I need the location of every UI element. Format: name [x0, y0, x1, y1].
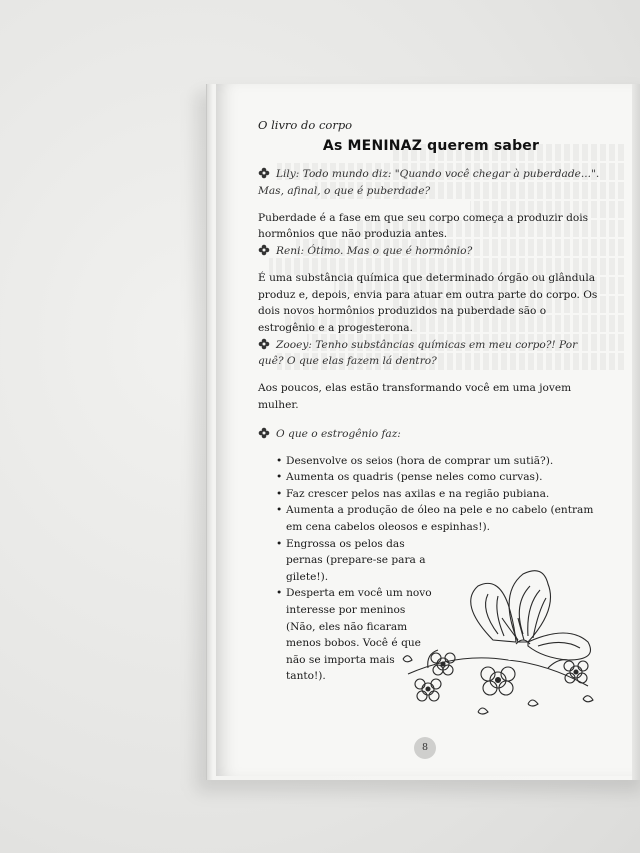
- question: Lily: Todo mundo diz: "Quando você chegar à puberdade...". Mas, afinal, o que é puberdade?: [258, 168, 600, 197]
- book-page: [216, 84, 640, 776]
- estrogen-heading: O que o estrogênio faz:: [258, 426, 602, 443]
- flower-icon: [258, 244, 270, 256]
- qa-block: [258, 243, 602, 337]
- list-item: • Engrossa os pelos das pernas (prepare-se para a gilete!).: [286, 536, 436, 586]
- list-item: • Desenvolve os seios (hora de comprar um sutiã?).: [286, 453, 602, 470]
- page-number: 8: [414, 737, 436, 759]
- running-head: O livro do corpo: [258, 118, 353, 132]
- answer: Aos poucos, elas estão transformando você em uma jovem mulher.: [258, 382, 572, 411]
- qa-block: [258, 337, 602, 414]
- question: Reni: Ótimo. Mas o que é hormônio?: [258, 243, 602, 260]
- answer: É uma substância química que determinado órgão ou glândula produz e, depois, envia para atuar em outra parte do corpo. Os dois novos hormônios produzidos na puberdade são o estrogênio e a progesterona.: [258, 272, 598, 334]
- list-item: • Aumenta os quadris (pense neles como curvas).: [286, 469, 602, 486]
- flower-icon: [258, 427, 270, 439]
- list-item: • Faz crescer pelos nas axilas e na região pubiana.: [286, 486, 602, 503]
- page-title: As MENINAZ querem saber: [322, 138, 540, 154]
- qa-block: [258, 166, 602, 243]
- list-item: • Desperta em você um novo interesse por meninos (Não, eles não ficaram menos bobos. Você é que não se importa mais tanto!).: [286, 585, 436, 685]
- list-item: • Aumenta a produção de óleo na pele e no cabelo (entram em cena cabelos oleosos e espinhas!).: [286, 502, 602, 535]
- flower-icon: [258, 338, 270, 350]
- question: Zooey: Tenho substâncias químicas em meu corpo?! Por quê? O que elas fazem lá dentro?: [258, 338, 578, 368]
- flower-icon: [258, 167, 270, 179]
- page-edge: [632, 84, 640, 780]
- butterfly-illustration: [398, 564, 608, 724]
- answer: Puberdade é a fase em que seu corpo começa a produzir dois hormônios que não produzia antes.: [258, 211, 589, 241]
